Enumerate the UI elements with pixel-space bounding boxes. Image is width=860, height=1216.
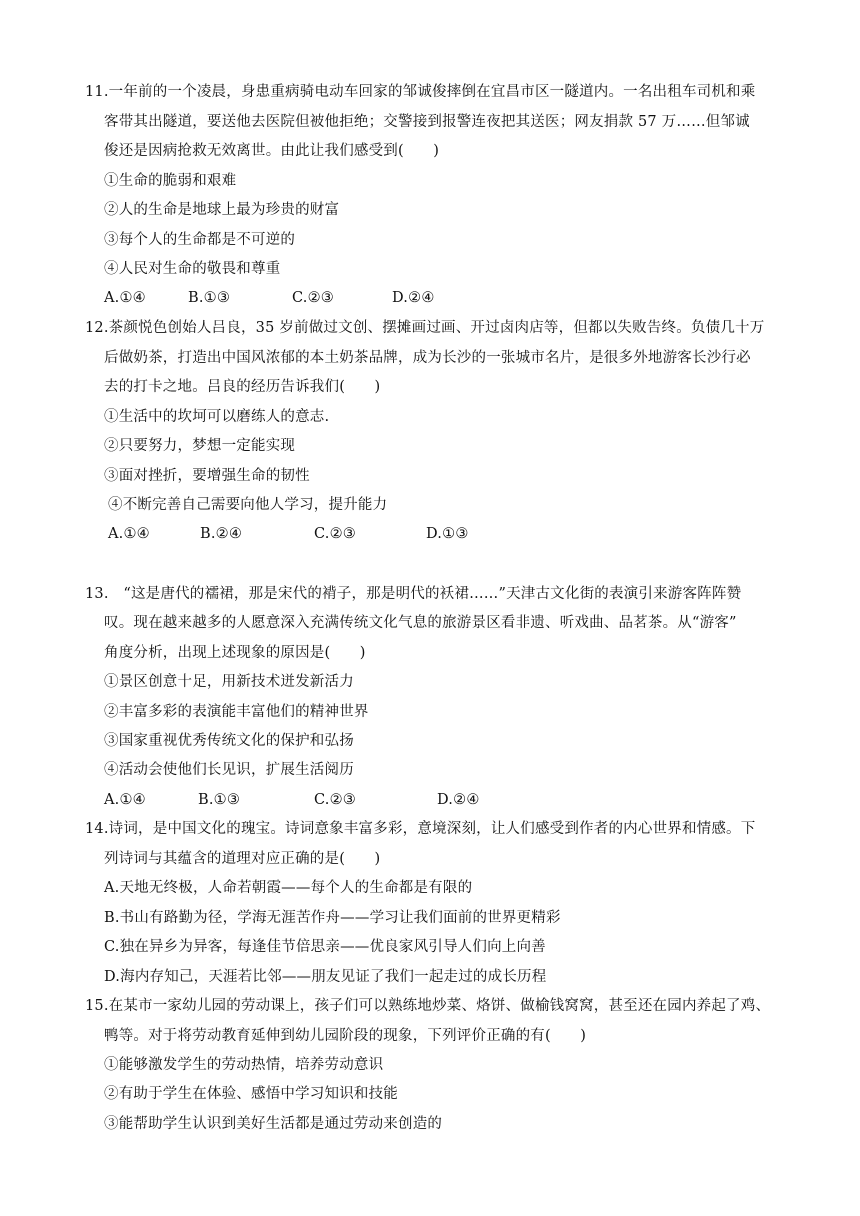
- q11-item-4: ④人民对生命的敬畏和尊重: [104, 261, 281, 277]
- q11-stem-line-2: 客带其出隧道，要送他去医院但被他拒绝；交警接到报警连夜把其送医；网友捐款 57 万……但邹诚: [104, 114, 750, 130]
- q12-option-c: C.②③: [314, 526, 356, 542]
- q14-stem-line-1: 14.诗词，是中国文化的瑰宝。诗词意象丰富多彩，意境深刻，让人们感受到作者的内心世界和情感。下: [85, 821, 756, 837]
- q13-option-a: A.①④: [104, 792, 146, 808]
- q15-item-3: ③能帮助学生认识到美好生活都是通过劳动来创造的: [104, 1116, 443, 1132]
- q13-item-2: ②丰富多彩的表演能丰富他们的精神世界: [104, 704, 369, 720]
- q13-stem-line-1: 13. “这是唐代的襦裙，那是宋代的褙子，那是明代的袄裙……”天津古文化街的表演引来游客阵阵赞: [85, 586, 742, 602]
- q12-item-3: ③面对挫折，要增强生命的韧性: [104, 468, 310, 484]
- q12-option-a: A.①④: [108, 526, 150, 542]
- q14-option-a: A.天地无终极，人命若朝霞——每个人的生命都是有限的: [104, 880, 473, 896]
- q12-item-1: ①生活中的坎坷可以磨练人的意志.: [104, 409, 330, 425]
- q11-item-2: ②人的生命是地球上最为珍贵的财富: [104, 202, 340, 218]
- q12-stem-line-3: 去的打卡之地。吕良的经历告诉我们( ): [104, 379, 381, 395]
- q14-option-d: D.海内存知己，天涯若比邻——朋友见证了我们一起走过的成长历程: [104, 969, 547, 985]
- q13-option-d: D.②④: [437, 792, 480, 808]
- q13-item-3: ③国家重视优秀传统文化的保护和弘扬: [104, 733, 354, 749]
- q15-item-1: ①能够激发学生的劳动热情，培养劳动意识: [104, 1057, 384, 1073]
- q13-item-1: ①景区创意十足，用新技术迸发新活力: [104, 674, 354, 690]
- q12-stem-line-1: 12.茶颜悦色创始人吕良，35 岁前做过文创、摆摊画过画、开过卤肉店等，但都以失败告终。负债几十万: [85, 320, 765, 336]
- q12-item-4: ④不断完善自己需要向他人学习，提升能力: [108, 497, 388, 513]
- q13-stem-line-2: 叹。现在越来越多的人愿意深入充满传统文化气息的旅游景区看非遗、听戏曲、品茗茶。从“游客”: [104, 615, 737, 631]
- q13-stem-line-3: 角度分析，出现上述现象的原因是( ): [104, 645, 366, 661]
- q15-item-2: ②有助于学生在体验、感悟中学习知识和技能: [104, 1086, 398, 1102]
- q11-option-d: D.②④: [392, 290, 435, 306]
- q13-item-4: ④活动会使他们长见识，扩展生活阅历: [104, 762, 354, 778]
- q12-item-2: ②只要努力，梦想一定能实现: [104, 438, 296, 454]
- q12-option-b: B.②④: [200, 526, 243, 542]
- q11-option-b: B.①③: [188, 290, 231, 306]
- q15-stem-line-1: 15.在某市一家幼儿园的劳动课上，孩子们可以熟练地炒菜、烙饼、做榆钱窝窝，甚至还在园内养起了鸡、: [85, 998, 771, 1014]
- q13-option-b: B.①③: [198, 792, 241, 808]
- q11-option-c: C.②③: [292, 290, 334, 306]
- q12-option-d: D.①③: [426, 526, 469, 542]
- q11-stem-line-3: 俊还是因病抢救无效离世。由此让我们感受到( ): [104, 143, 440, 159]
- q11-item-3: ③每个人的生命都是不可逆的: [104, 232, 296, 248]
- q15-stem-line-2: 鸭等。对于将劳动教育延伸到幼儿园阶段的现象，下列评价正确的有( ): [104, 1028, 587, 1044]
- q13-option-c: C.②③: [314, 792, 356, 808]
- q14-option-c: C.独在异乡为异客，每逢佳节倍思亲——优良家风引导人们向上向善: [104, 939, 546, 955]
- q11-item-1: ①生命的脆弱和艰难: [104, 173, 237, 189]
- q14-stem-line-2: 列诗词与其蕴含的道理对应正确的是( ): [104, 851, 381, 867]
- q14-option-b: B.书山有路勤为径，学海无涯苦作舟——学习让我们面前的世界更精彩: [104, 910, 561, 926]
- q11-stem-line-1: 11.一年前的一个凌晨，身患重病骑电动车回家的邹诚俊摔倒在宜昌市区一隧道内。一名出租车司机和乘: [85, 84, 756, 100]
- q11-option-a: A.①④: [104, 290, 146, 306]
- q12-stem-line-2: 后做奶茶，打造出中国风浓郁的本土奶茶品牌，成为长沙的一张城市名片，是很多外地游客长沙行必: [104, 350, 751, 366]
